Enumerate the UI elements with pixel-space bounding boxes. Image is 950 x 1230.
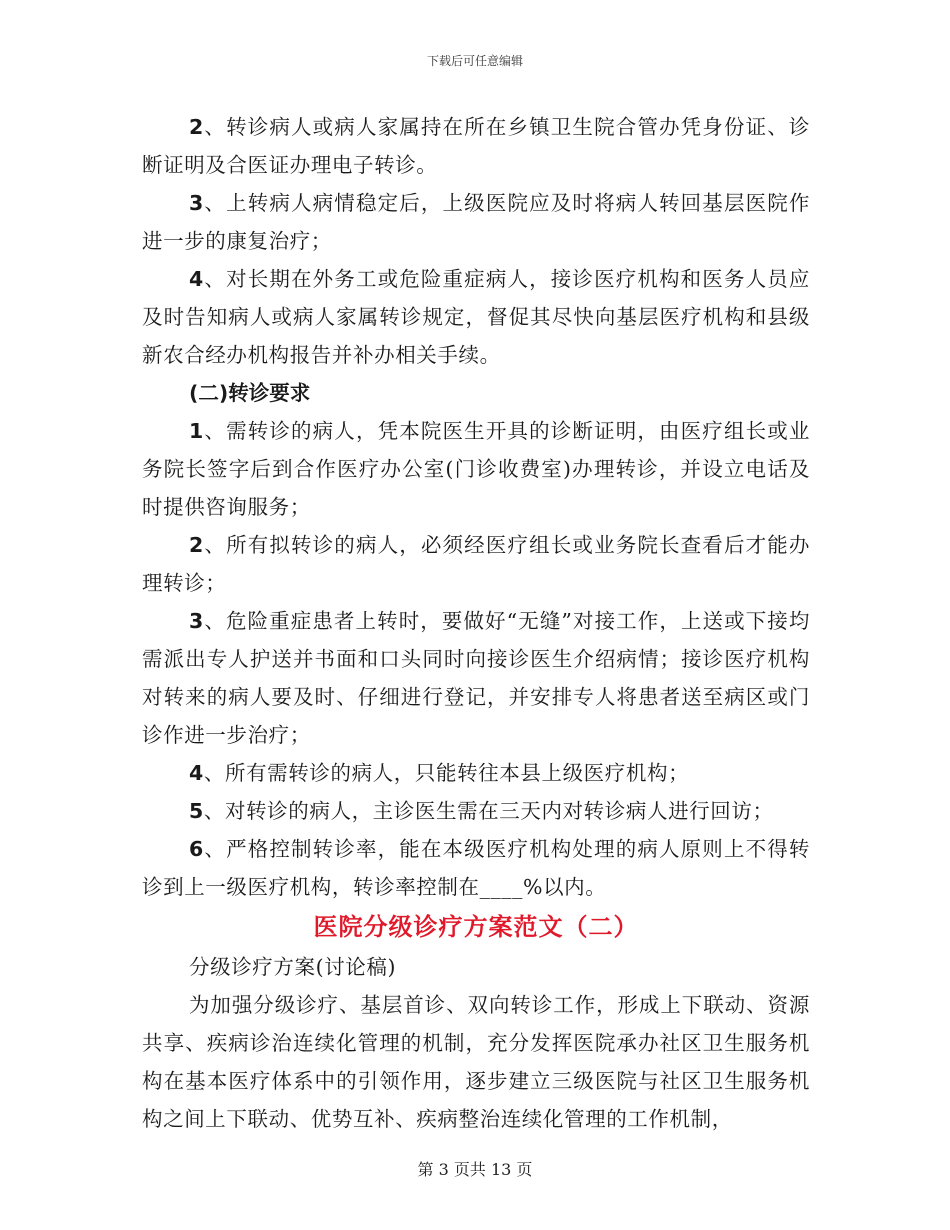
item-number: 2 — [189, 115, 204, 139]
list-item — [142, 830, 810, 906]
page-number-footer: 第 3 页共 13 页 — [417, 1160, 533, 1179]
list-item — [142, 754, 810, 792]
section-title: 医院分级诊疗方案范文（二） — [313, 913, 639, 941]
list-item — [142, 602, 810, 754]
list-item — [142, 184, 810, 260]
page-header: 下载后可任意编辑 — [426, 54, 523, 68]
list-item — [142, 412, 810, 526]
intro-paragraph: 为加强分级诊疗、基层首诊、双向转诊工作，形成上下联动、资源共享、疾病诊治连续化管理的机制，充分发挥医院承办社区卫生服务机构在基本医疗体系中的引领作用，逐步建立三级医院与社区卫生服务机构之间上下联动、优势互补、疾病整治连续化管理的工作机制， — [142, 993, 810, 1131]
item-text: 、危险重症患者上转时，要做好“无缝”对接工作，上送或下接均需派出专人护送并书面和口头同时向接诊医生介绍病情；接诊医疗机构对转来的病人要及时、仔细进行登记，并安排专人将患者送至病区或门诊作进一步治疗； — [142, 609, 810, 747]
item-text: 、对转诊的病人，主诊医生需在三天内对转诊病人进行回访； — [203, 799, 774, 823]
item-number: 4 — [189, 761, 204, 785]
item-number: 2 — [189, 533, 204, 557]
item-text: 、转诊病人或病人家属持在所在乡镇卫生院合管办凭身份证、诊断证明及合医证办理电子转诊。 — [142, 115, 810, 177]
item-number: 5 — [189, 799, 204, 823]
item-text: 、对长期在外务工或危险重症病人，接诊医疗机构和医务人员应及时告知病人或病人家属转诊规定，督促其尽快向基层医疗机构和县级新农合经办机构报告并补办相关手续。 — [142, 267, 810, 367]
item-number: 6 — [189, 837, 204, 861]
item-text: 、上转病人病情稳定后，上级医院应及时将病人转回基层医院作进一步的康复治疗； — [142, 191, 810, 253]
item-number: 1 — [189, 419, 204, 443]
item-text: 、严格控制转诊率，能在本级医疗机构处理的病人原则上不得转诊到上一级医疗机构，转诊率控制在____%以内。 — [142, 837, 810, 899]
item-number: 4 — [189, 267, 204, 291]
item-text: 、所有拟转诊的病人，必须经医疗组长或业务院长查看后才能办理转诊； — [142, 533, 810, 595]
item-text: 、需转诊的病人，凭本院医生开具的诊断证明，由医疗组长或业务院长签字后到合作医疗办公室(门诊收费室)办理转诊，并设立电话及时提供咨询服务； — [142, 419, 810, 519]
list-item — [142, 108, 810, 184]
list-item — [142, 526, 810, 602]
item-number: 3 — [189, 191, 204, 215]
item-number: 3 — [189, 609, 204, 633]
list-item — [142, 792, 810, 830]
document-subtitle: 分级诊疗方案(讨论稿) — [189, 955, 397, 979]
item-text: 、所有需转诊的病人，只能转往本县上级医疗机构； — [203, 761, 690, 785]
subsection-heading: (二)转诊要求 — [189, 381, 311, 405]
document-body — [142, 108, 810, 1138]
list-item — [142, 260, 810, 374]
